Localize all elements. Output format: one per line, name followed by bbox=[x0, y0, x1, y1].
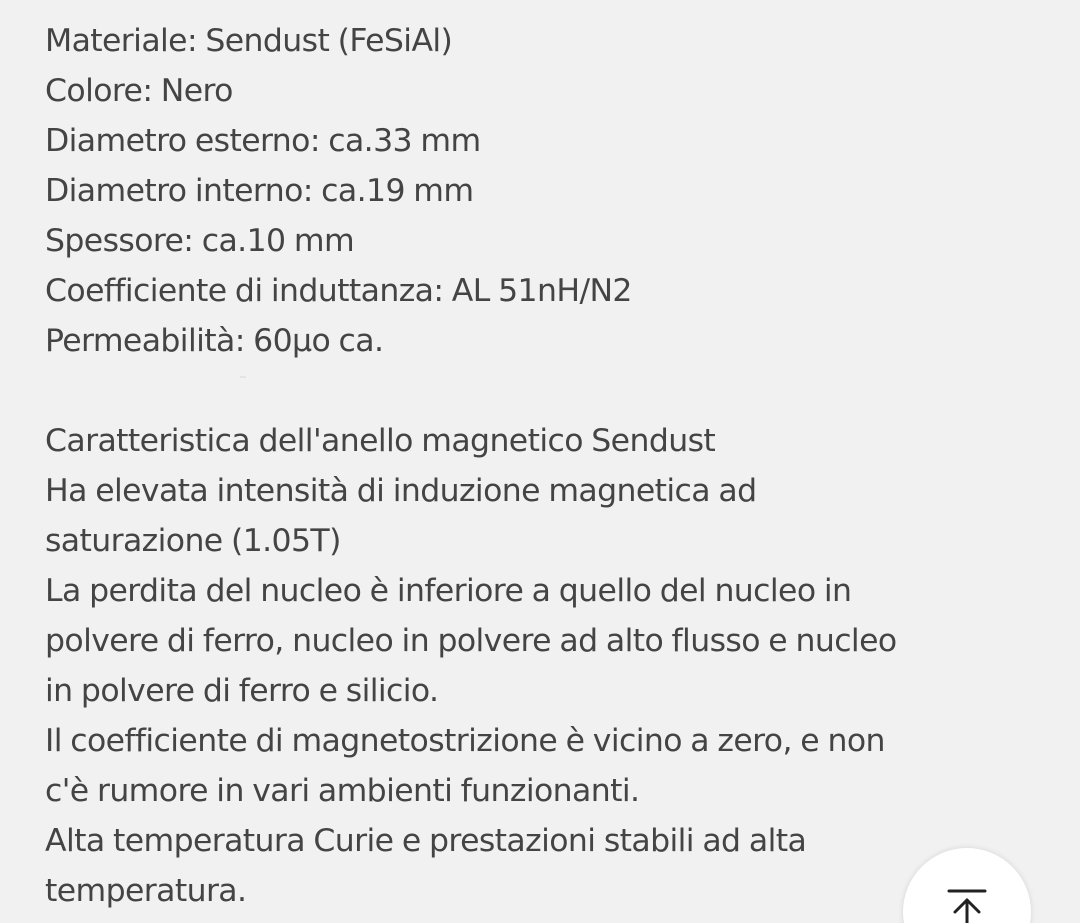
spec-inner-diameter: Diametro interno: ca.19 mm bbox=[45, 173, 474, 209]
feature-line: c'è rumore in vari ambienti funzionanti. bbox=[45, 773, 640, 809]
spec-permeability: Permeabilità: 60µo ca. bbox=[45, 323, 384, 359]
features-heading: Caratteristica dell'anello magnetico Sendust bbox=[45, 423, 716, 459]
feature-line: Ha elevata intensità di induzione magnetica ad bbox=[45, 473, 757, 509]
spec-outer-diameter: Diametro esterno: ca.33 mm bbox=[45, 123, 481, 159]
feature-line: temperatura. bbox=[45, 873, 247, 909]
arrow-up-to-top-icon bbox=[947, 888, 987, 923]
feature-line: in polvere di ferro e silicio. bbox=[45, 673, 439, 709]
spec-material: Materiale: Sendust (FeSiAl) bbox=[45, 23, 453, 59]
spec-inductance: Coefficiente di induttanza: AL 51nH/N2 bbox=[45, 273, 632, 309]
product-description bbox=[45, 16, 1045, 916]
feature-line: saturazione (1.05T) bbox=[45, 523, 341, 559]
feature-line: Il coefficiente di magnetostrizione è vicino a zero, e non bbox=[45, 723, 885, 759]
spec-thickness: Spessore: ca.10 mm bbox=[45, 223, 355, 259]
divider-mark bbox=[240, 376, 246, 378]
paragraph-spacer bbox=[45, 366, 1045, 416]
feature-line: Alta temperatura Curie e prestazioni stabili ad alta bbox=[45, 823, 807, 859]
feature-line: polvere di ferro, nucleo in polvere ad alto flusso e nucleo bbox=[45, 623, 897, 659]
feature-line: La perdita del nucleo è inferiore a quello del nucleo in bbox=[45, 573, 852, 609]
spec-color: Colore: Nero bbox=[45, 73, 233, 109]
